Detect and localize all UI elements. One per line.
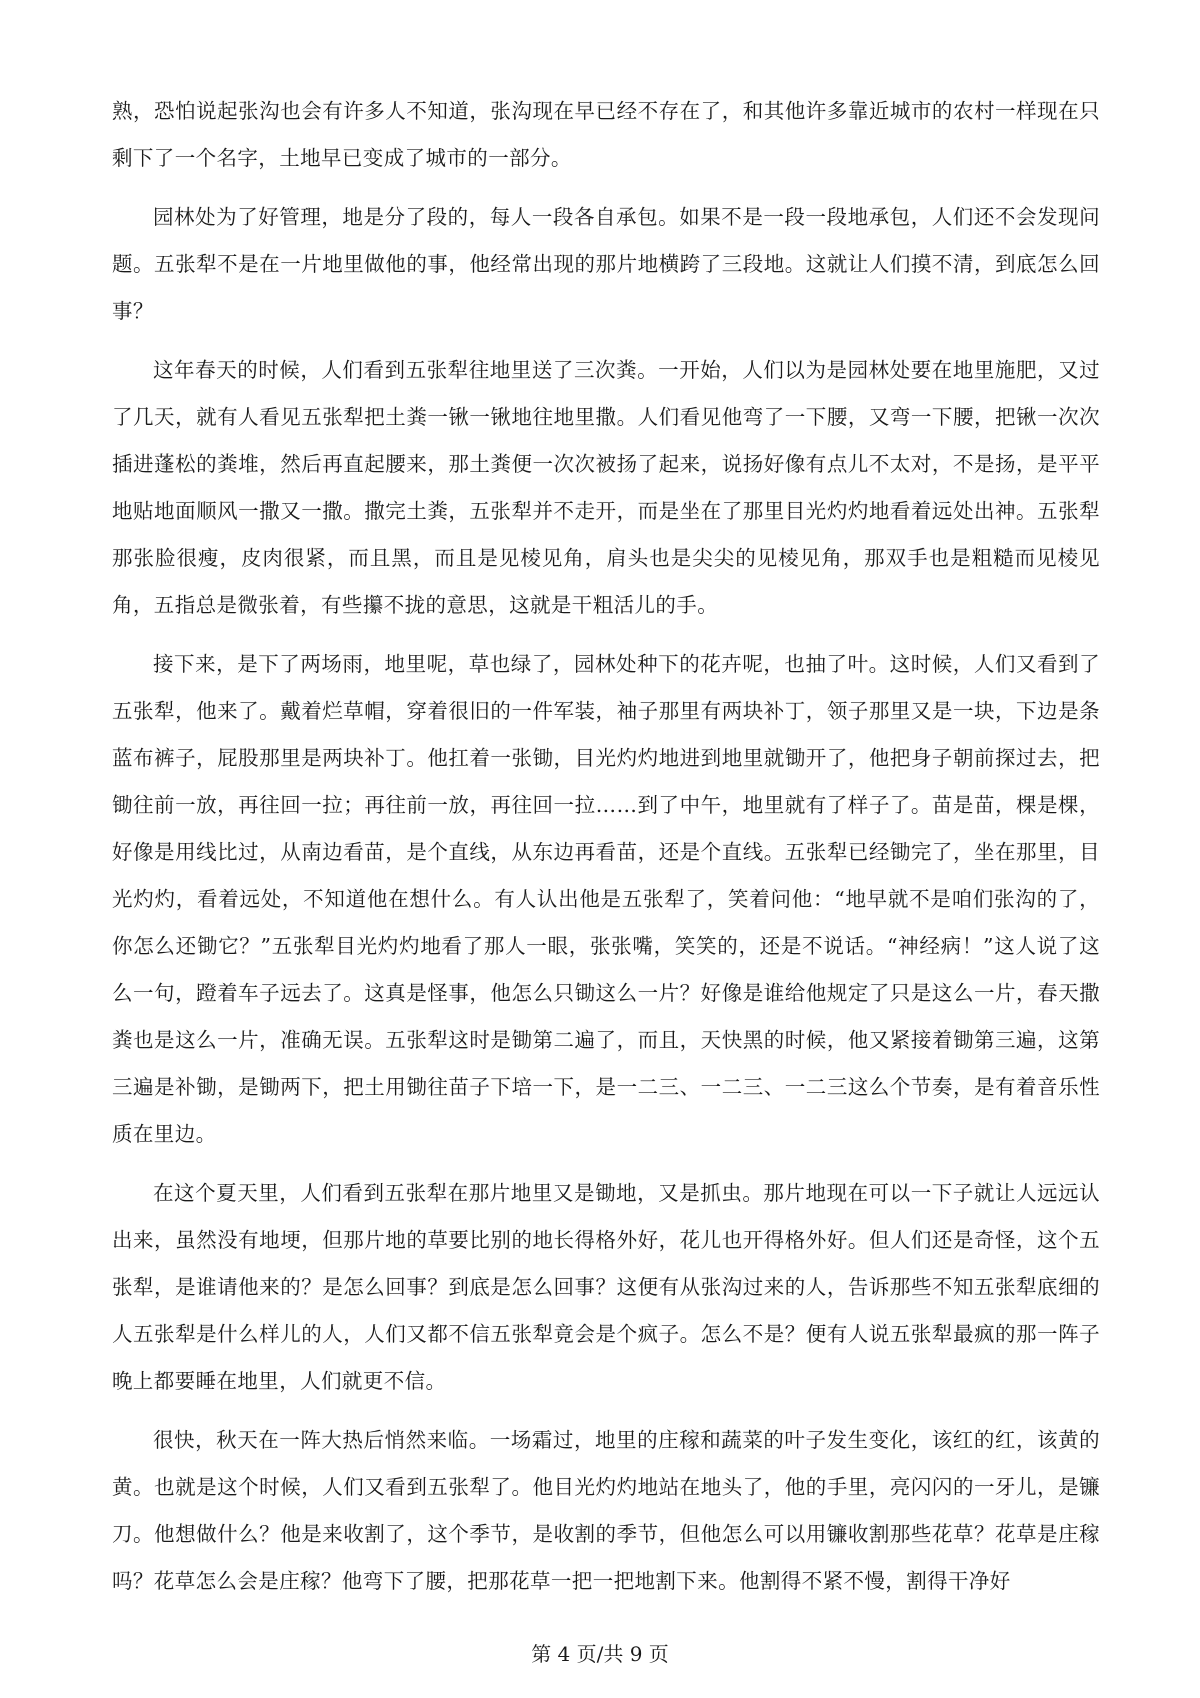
paragraph: 这年春天的时候，人们看到五张犁往地里送了三次粪。一开始，人们以为是园林处要在地里施肥，又过了几天，就有人看见五张犁把土粪一锹一锹地往地里撒。人们看见他弯了一下腰，又弯一下腰，把锹一次次插进蓬松的粪堆，然后再直起腰来，那土粪便一次次被扬了起来，说扬好像有点儿不太对，不是扬，是平平地贴地面顺风一撒又一撒。撒完土粪，五张犁并不走开，而是坐在了那里目光灼灼地看着远处出神。五张犁那张脸很瘦，皮肉很紧，而且黑，而且是见棱见角，肩头也是尖尖的见棱见角，那双手也是粗糙而见棱见角，五指总是微张着，有些攥不拢的意思，这就是干粗活儿的手。 <box>112 358 1100 617</box>
paragraph: 接下来，是下了两场雨，地里呢，草也绿了，园林处种下的花卉呢，也抽了叶。这时候，人们又看到了五张犁，他来了。戴着烂草帽，穿着很旧的一件军装，袖子那里有两块补丁，领子那里又是一块，下边是条蓝布裤子，屁股那里是两块补丁。他扛着一张锄，目光灼灼地进到地里就锄开了，他把身子朝前探过去，把锄往前一放，再往回一拉；再往前一放，再往回一拉……到了中午，地里就有了样子了。苗是苗，棵是棵，好像是用线比过，从南边看苗，是个直线，从东边再看苗，还是个直线。五张犁已经锄完了，坐在那里，目光灼灼，看着远处，不知道他在想什么。有人认出他是五张犁了，笑着问他：“地早就不是咱们张沟的了，你怎么还锄它？”五张犁目光灼灼地看了那人一眼，张张嘴，笑笑的，还是不说话。“神经病！”这人说了这么一句，蹬着车子远去了。这真是怪事，他怎么只锄这么一片？好像是谁给他规定了只是这么一片，春天撒粪也是这么一片，准确无误。五张犁这时是锄第二遍了，而且，天快黑的时候，他又紧接着锄第三遍，这第三遍是补锄，是锄两下，把土用锄往苗子下培一下，是一二三、一二三、一二三这么个节奏，是有着音乐性质在里边。 <box>112 652 1100 1146</box>
paragraph: 在这个夏天里，人们看到五张犁在那片地里又是锄地，又是抓虫。那片地现在可以一下子就让人远远认出来，虽然没有地埂，但那片地的草要比别的地长得格外好，花儿也开得格外好。但人们还是奇怪，这个五张犁，是谁请他来的？是怎么回事？到底是怎么回事？这便有从张沟过来的人，告诉那些不知五张犁底细的人五张犁是什么样儿的人，人们又都不信五张犁竟会是个疯子。怎么不是？便有人说五张犁最疯的那一阵子晚上都要睡在地里，人们就更不信。 <box>112 1181 1100 1393</box>
paragraph: 很快，秋天在一阵大热后悄然来临。一场霜过，地里的庄稼和蔬菜的叶子发生变化，该红的红，该黄的黄。也就是这个时候，人们又看到五张犁了。他目光灼灼地站在地头了，他的手里，亮闪闪的一牙儿，是镰刀。他想做什么？他是来收割了，这个季节，是收割的季节，但他怎么可以用镰收割那些花草？花草是庄稼吗？花草怎么会是庄稼？他弯下了腰，把那花草一把一把地割下来。他割得不紧不慢，割得干净好 <box>112 1428 1100 1593</box>
page-number-footer: 第 4 页/共 9 页 <box>531 1642 669 1666</box>
paragraph: 园林处为了好管理，地是分了段的，每人一段各自承包。如果不是一段一段地承包，人们还不会发现问题。五张犁不是在一片地里做他的事，他经常出现的那片地横跨了三段地。这就让人们摸不清，到底怎么回事？ <box>112 205 1100 323</box>
paragraph-continued: 熟，恐怕说起张沟也会有许多人不知道，张沟现在早已经不存在了，和其他许多靠近城市的农村一样现在只剩下了一个名字，土地早已变成了城市的一部分。 <box>112 99 1100 170</box>
